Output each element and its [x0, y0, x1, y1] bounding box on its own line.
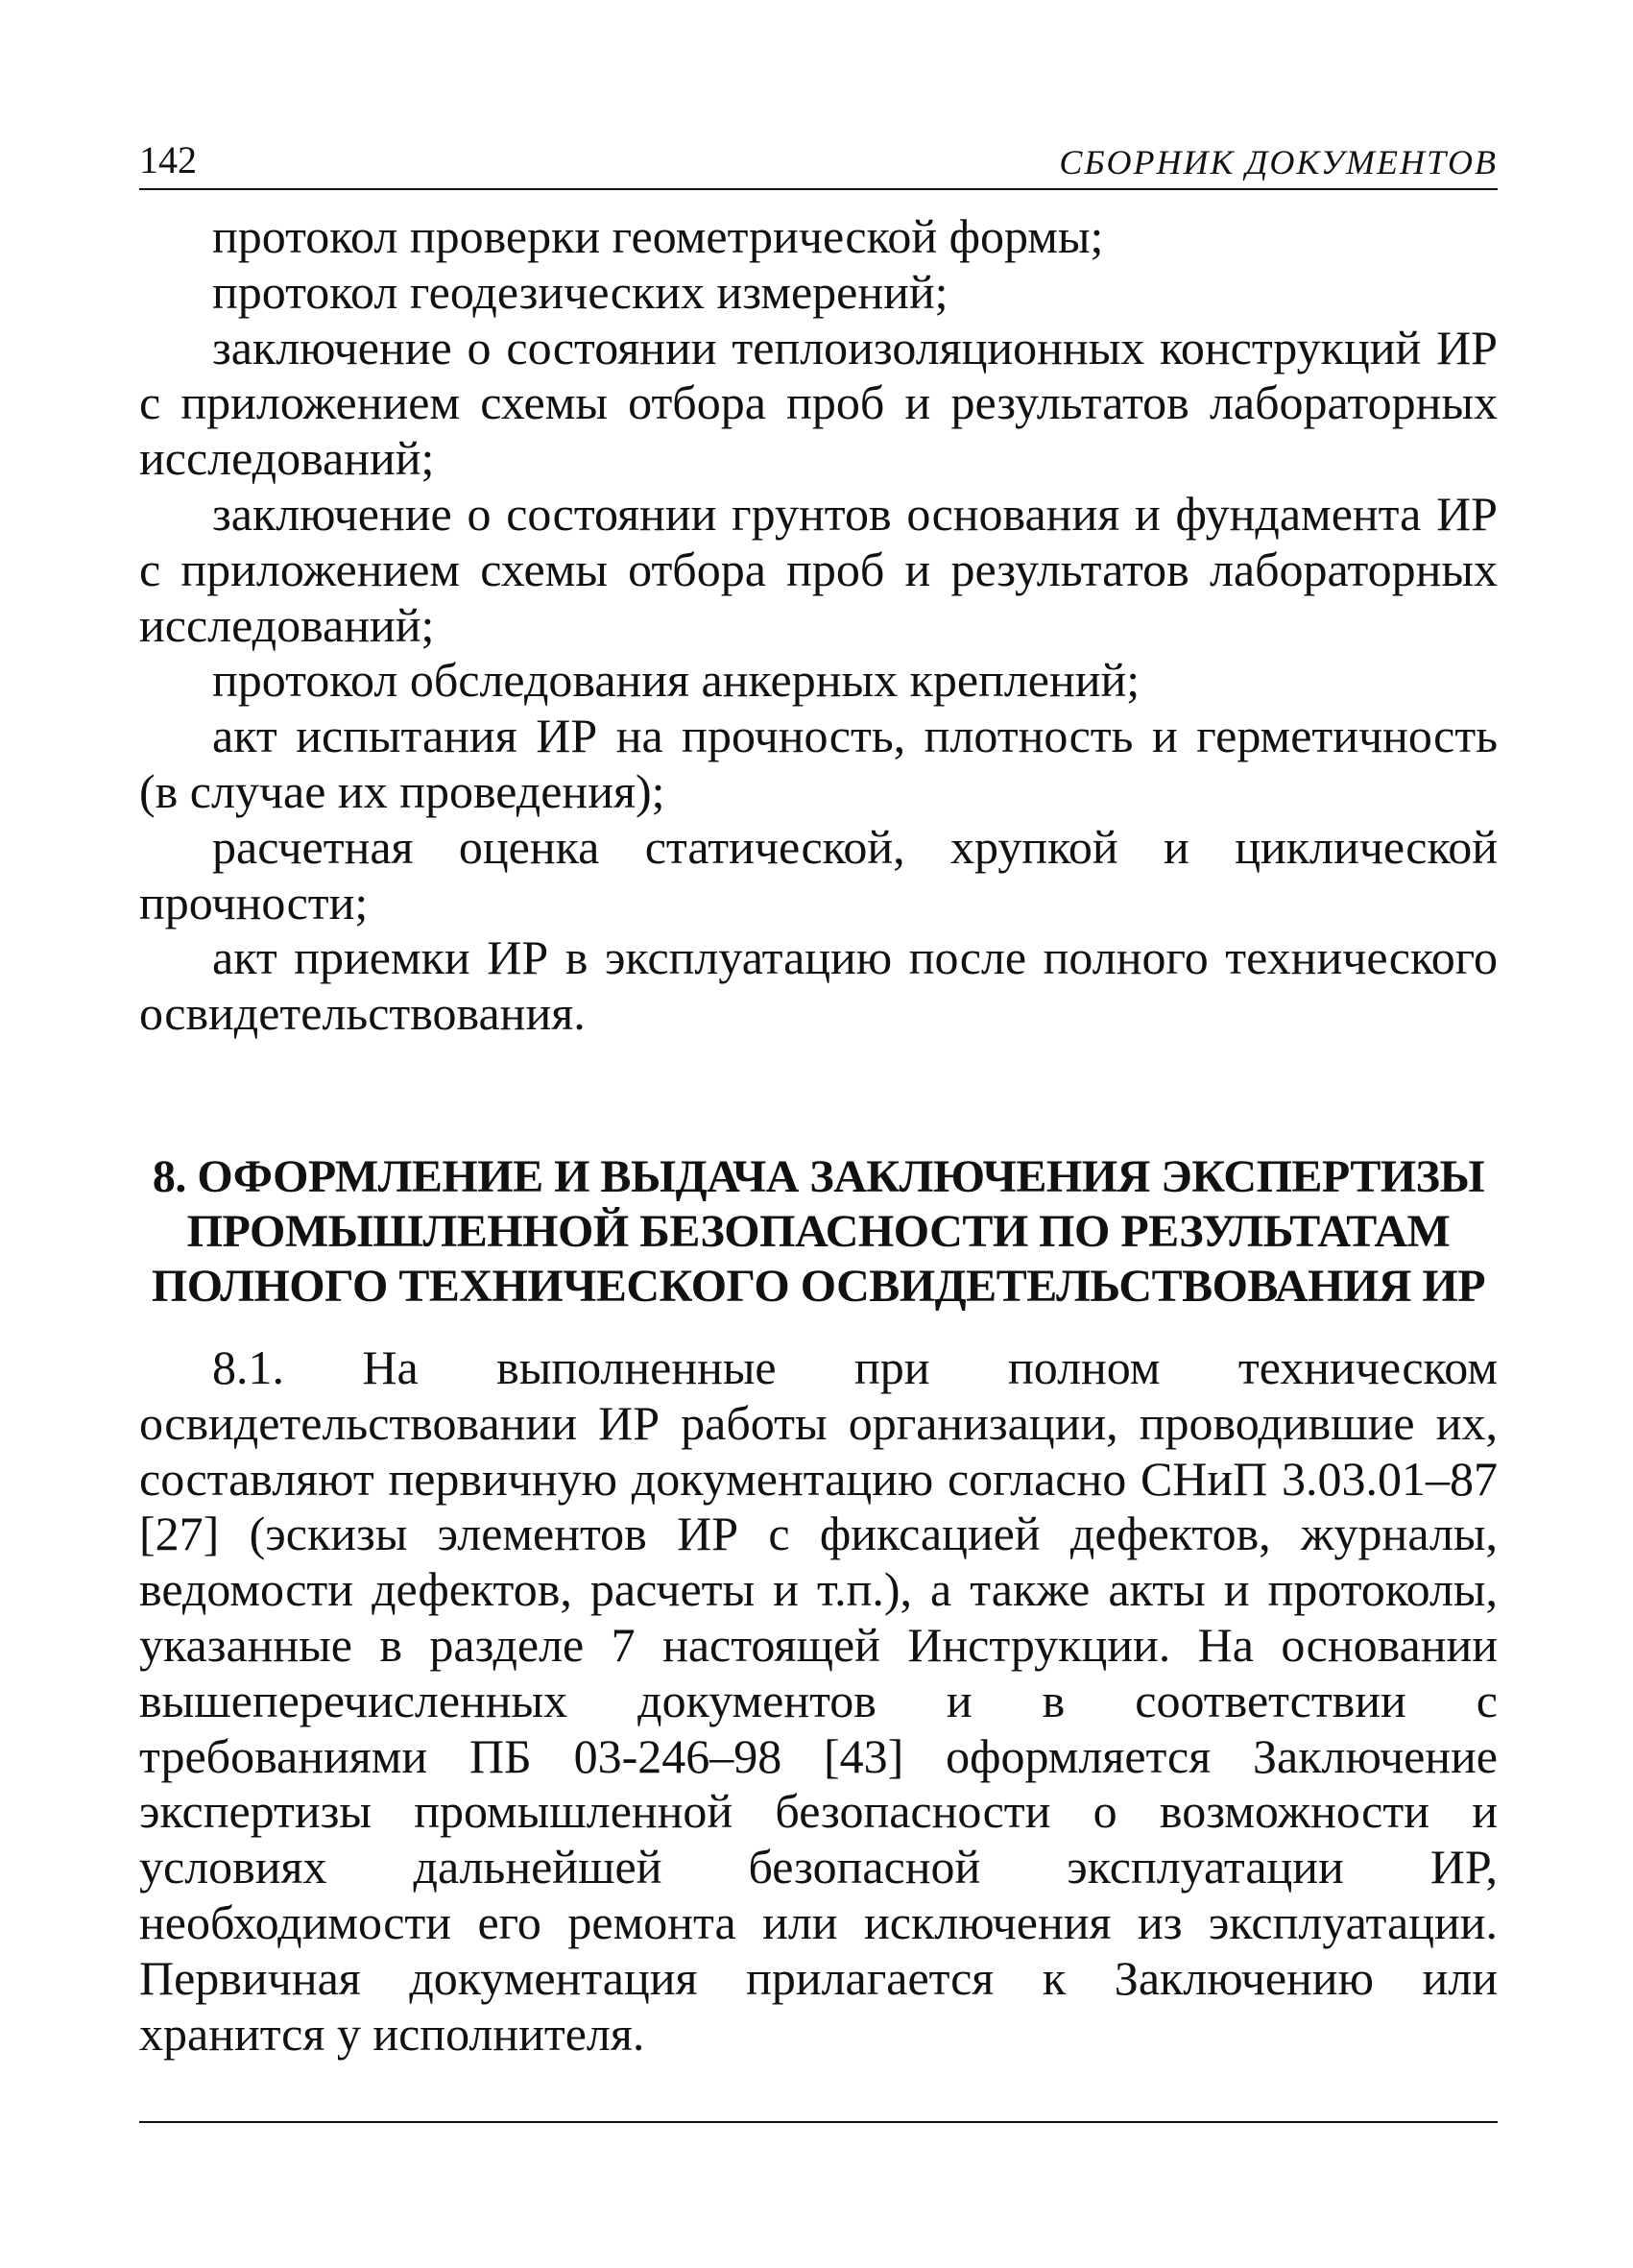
list-item: заключение о состоянии теплоизоляционных конструкций ИР с приложением схемы отбора проб и результатов лабораторных исследований;: [139, 320, 1498, 486]
section-heading-line: ПРОМЫШЛЕННОЙ БЕЗОПАСНОСТИ ПО РЕЗУЛЬТАТАМ: [186, 1205, 1451, 1257]
section-heading-line: 8. ОФОРМЛЕНИЕ И ВЫДАЧА ЗАКЛЮЧЕНИЯ ЭКСПЕРТИЗЫ: [152, 1150, 1485, 1202]
section-paragraph: 8.1. На выполненные при полном техническом освидетельствовании ИР работы организации, проводившие их, составляют первичную документацию согласно СНиП 3.03.01–87 [27] (эскизы элементов ИР с фиксацией дефектов, журналы, ведомости дефектов, расчеты и т.п.), а также акты и протоколы, указанные в разделе 7 настоящей Инструкции. На основании вышеперечисленных документов и в соответствии с требованиями ПБ 03-246–98 [43] оформляется Заключение экспертизы промышленной безопасности о возможности и условиях дальнейшей безопасной эксплуатации ИР, необходимости его ремонта или исключения из эксплуатации. Первичная документация прилагается к Заключению или хранится у исполнителя.: [139, 1339, 1498, 2061]
footer-rule: [139, 2121, 1498, 2123]
page-number: 142: [139, 138, 197, 181]
document-body: [139, 209, 1498, 2062]
list-item: расчетная оценка статической, хрупкой и циклической прочности;: [139, 819, 1498, 929]
running-header: [139, 134, 1498, 190]
list-item: протокол геодезических измерений;: [212, 264, 949, 319]
section-heading: [139, 1149, 1498, 1314]
list-item: протокол проверки геометрической формы;: [212, 209, 1104, 263]
collection-title: СБОРНИК ДОКУМЕНТОВ: [1059, 143, 1498, 181]
list-item: акт испытания ИР на прочность, плотность и герметичность (в случае их проведения);: [139, 709, 1498, 818]
document-page: [139, 134, 1498, 2062]
section-heading-line: ПОЛНОГО ТЕХНИЧЕСКОГО ОСВИДЕТЕЛЬСТВОВАНИЯ ИР: [151, 1260, 1486, 1312]
list-item: заключение о состоянии грунтов основания и фундамента ИР с приложением схемы отбора проб и результатов лабораторных исследований;: [139, 486, 1498, 652]
list-item: протокол обследования анкерных креплений;: [212, 653, 1141, 708]
list-item: акт приемки ИР в эксплуатацию после полного технического освидетельствования.: [139, 930, 1498, 1041]
